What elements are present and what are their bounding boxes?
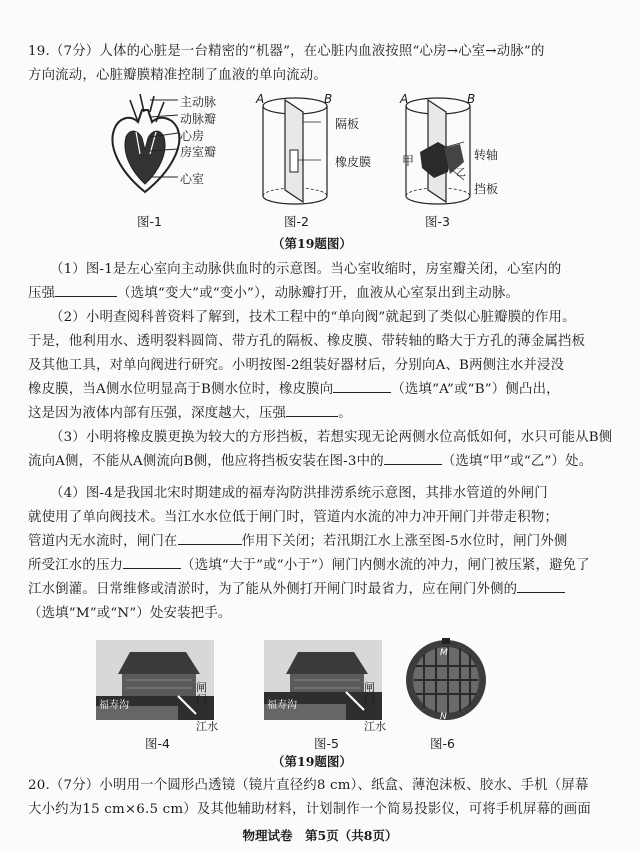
label-baffle: 挡板 [474,182,499,196]
p4-line3: 管道内无水流时，闸门在 作用下关闭；若汛期江水上涨至图-5水位时，闸门外侧 [28,534,568,549]
fig5-gate-label: 闸门 [364,681,375,706]
answer-blank-2[interactable] [333,380,391,393]
fig2-label-a: A [256,92,265,106]
answer-blank-6[interactable] [123,556,181,569]
label-pivot: 转轴 [474,148,499,162]
p4-line2: 就使用了单向阀技术。当江水水位低于闸门时，管道内水流的冲力冲开闸门并带走积物； [28,510,559,525]
cylinder-fig2 [255,92,335,212]
p2-line3: 及其他工具，对单向阀进行研究。小明按图-2组装好器材后，分别向A、B两侧注水并浸没 [28,358,565,373]
q19-intro-line2: 方向流动，心脏瓣膜精准控制了血液的单向流动。 [28,68,327,83]
p2-line4: 橡皮膜，当A侧水位明显高于B侧水位时，橡皮膜向 （选填“A”或“B”）侧凸出， [28,382,560,397]
p2-line1: （2）小明查阅科普资料了解到，技术工程中的“单向阀”就起到了类似心脏瓣膜的作用。 [50,310,576,325]
label-ventricle: 心室 [180,172,205,186]
fig6-label-m: M [440,648,448,658]
p1-line2: 压强 （选填“变大”或“变小”），动脉瓣打开，血液从心室泵出到主动脉。 [28,286,520,301]
fig3-label-a: A [400,92,409,106]
p3-line1: （3）小明将橡皮膜更换为较大的方形挡板，若想实现无论两侧水位高低如何，水只可能从B侧 [50,430,613,445]
p2-line5: 这是因为液体内部有压强，深度越大，压强 。 [28,406,352,421]
p3-line2: 流向A侧，不能从A侧流向B侧，他应将挡板安装在图-3中的 （选填“甲”或“乙”）处。 [28,454,593,469]
fig4-caption: 图-4 [145,736,170,751]
p4-line1: （4）图-4是我国北宋时期建成的福寿沟防洪排涝系统示意图，其排水管道的外闸门 [50,486,548,501]
p4-line6: （选填“M”或“N”）处安装把手。 [28,606,232,621]
label-aortic-valve: 动脉瓣 [180,112,217,126]
fig2-label-b: B [324,92,333,106]
fig4-gate-label: 闸门 [196,681,207,706]
answer-blank-7[interactable] [517,580,565,593]
label-av-valve: 房室瓣 [180,145,217,159]
p2-line2: 于是，他利用水、透明裂料圆筒、带方孔的隔板、橡皮膜、带转轴的略大于方孔的薄金属挡板 [28,334,586,349]
label-rubber-membrane: 橡皮膜 [335,155,372,169]
fig2-caption: 图-2 [284,214,309,229]
label-jia: 甲 [402,154,415,168]
fig4-overlay-text: 福寿沟 [99,700,129,711]
answer-blank-1[interactable] [55,284,117,297]
p1-line1: （1）图-1是左心室向主动脉供血时的示意图。当心室收缩时，房室瓣关闭，心室内的 [50,262,562,277]
group-caption-2: （第19题图） [272,754,352,769]
fig1-caption: 图-1 [137,214,162,229]
fig6-label-n: N [440,712,447,722]
answer-blank-5[interactable] [178,532,242,545]
group-caption-1: （第19题图） [272,236,352,251]
p4-line4: 所受江水的压力 （选填“大于”或“小于”）闸门内侧水流的冲力，闸门被压紧，避免了 [28,558,590,573]
q20-line1: 20.（7分）小明用一个圆形凸透镜（镜片直径约8 cm）、纸盒、薄泡沫板、胶水、手机（屏幕 [28,778,589,793]
label-partition: 隔板 [335,117,360,131]
fig5-caption: 图-5 [314,736,339,751]
fig3-caption: 图-3 [425,214,450,229]
label-atrium: 心房 [180,129,205,143]
label-yi: 乙 [456,168,466,179]
fig5-overlay-text: 福寿沟 [267,700,297,711]
answer-blank-3[interactable] [286,404,338,417]
p4-line5: 江水倒灌。日常维修或清淤时，为了能从外侧打开闸门时最省力，应在闸门外侧的 [28,580,618,599]
answer-blank-4[interactable] [384,452,442,465]
fig6-caption: 图-6 [430,736,455,751]
fig5-river-label: 江水 [364,720,386,733]
fig4-river-label: 江水 [196,720,218,733]
label-aorta: 主动脉 [180,95,217,109]
q19-intro-line1: 19.（7分）人体的心脏是一台精密的“机器”，在心脏内血液按照“心房→心室→动脉”的 [28,44,545,59]
heart-leader-lines [150,95,180,185]
page-footer: 物理试卷 第5页（共8页） [242,828,398,843]
q20-line2: 大小约为15 cm×6.5 cm）及其他辅助材料，计划制作一个简易投影仪，可将手机屏幕的画面 [28,802,591,817]
fig3-label-b: B [467,92,476,106]
